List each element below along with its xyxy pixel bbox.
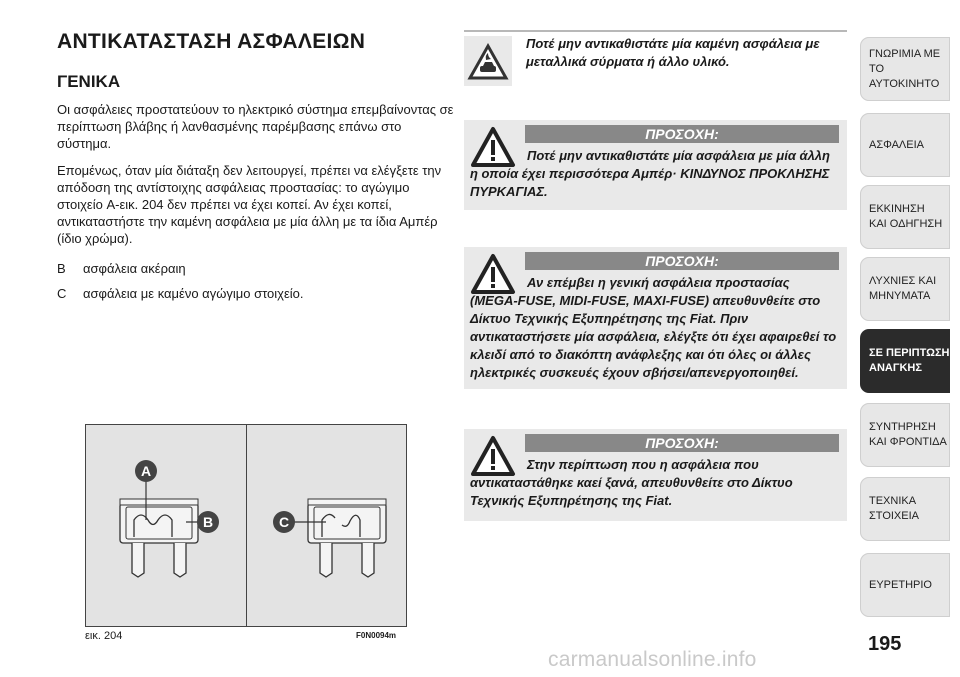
warning-box-3 xyxy=(464,247,847,389)
figure-divider xyxy=(246,425,247,626)
tab-safety[interactable] xyxy=(860,113,950,177)
label-a: A xyxy=(140,463,152,479)
warning-box-2 xyxy=(464,120,847,210)
fuse-figure xyxy=(85,424,407,627)
figure-code: F0N0094m xyxy=(356,631,397,640)
warning-heading: ΠΡΟΣΟΧΗ: xyxy=(525,125,839,143)
warning-text: Ποτέ μην αντικαθιστάτε μία καμένη ασφάλεια με μεταλλικά σύρματα ή άλλο υλικό. xyxy=(526,36,820,69)
legend-letter: C xyxy=(57,286,67,301)
car-fire-icon xyxy=(464,36,512,86)
tab-label: ΛΥΧΝΙΕΣ ΚΑΙ ΜΗΝΥΜΑΤΑ xyxy=(869,275,937,302)
figure-legend xyxy=(57,260,304,310)
tab-label: ΣΥΝΤΗΡΗΣΗ ΚΑΙ ΦΡΟΝΤΙΔΑ xyxy=(869,421,947,448)
tab-warning-lights[interactable] xyxy=(860,257,950,321)
legend-text: ασφάλεια ακέραιη xyxy=(83,261,186,276)
watermark: carmanualsonline.info xyxy=(548,648,757,671)
section-title: ΓΕΝΙΚΑ xyxy=(57,72,121,91)
legend-item xyxy=(57,260,304,277)
tab-label: ΕΚΚΙΝΗΣΗ ΚΑΙ ΟΔΗΓΗΣΗ xyxy=(869,203,943,230)
tab-emergency[interactable] xyxy=(860,329,950,393)
tab-label: ΣΕ ΠΕΡΙΠΤΩΣΗ ΑΝΑΓΚΗΣ xyxy=(869,347,950,374)
label-b: B xyxy=(202,514,214,530)
fuse-blown-icon xyxy=(286,499,386,577)
tab-getting-to-know[interactable] xyxy=(860,37,950,101)
intro-paragraph: Οι ασφάλειες προστατεύουν το ηλεκτρικό σύστημα επεμβαίνοντας σε περίπτωση βλάβης ή λανθασμένης παρέμβασης επάνω στο σύστημα. xyxy=(57,102,454,151)
page-title: ΑΝΤΙΚΑΤΑΣΤΑΣΗ ΑΣΦΑΛΕΙΩΝ xyxy=(57,30,366,53)
warning-text: Αν επέμβει η γενική ασφάλεια προστασίας (MEGA-FUSE, MIDI-FUSE, MAXI-FUSE) απευθυνθείτε στο Δίκτυο Τεχνικής Εξυπηρέτησης της Fiat. Πριν αντικαταστήσετε μία ασφάλεια, ελέγξτε ότι έχει αφαιρεθεί το κλειδί από το διακόπτη ανάφλεξης και ότι όλες οι άλλες ηλεκτρικές συσκευές έχουν σβήσει/απενεργοποιηθεί. xyxy=(470,275,837,380)
tab-index[interactable] xyxy=(860,553,950,617)
tab-label: ΓΝΩΡΙΜΙΑ ΜΕ ΤΟ ΑΥΤΟΚΙΝΗΤΟ xyxy=(869,47,941,90)
fuse-intact-icon xyxy=(120,475,206,577)
instruction-paragraph: Επομένως, όταν μία διάταξη δεν λειτουργεί, πρέπει να ελέγξετε την απόδοση της αντίστοιχης ασφάλειας προστασίας: το αγώγιμο στοιχείο A-εικ. 204 δεν πρέπει να έχει κοπεί. Αν έχει κοπεί, αντικαταστήστε την καμένη ασφάλεια με μία άλλη με τα ίδια Αμπέρ (ίδιο χρώμα). xyxy=(57,163,442,246)
warning-box-4 xyxy=(464,429,847,521)
warning-heading: ΠΡΟΣΟΧΗ: xyxy=(525,434,839,452)
tab-maintenance[interactable] xyxy=(860,403,950,467)
page-number: 195 xyxy=(868,633,902,655)
warning-text: Ποτέ μην αντικαθιστάτε μία ασφάλεια με μία άλλη η οποία έχει περισσότερα Αμπέρ· ΚΙΝΔΥΝΟΣ ΠΡΟΚΛΗΣΗΣ ΠΥΡΚΑΓΙΑΣ. xyxy=(470,148,830,199)
legend-item xyxy=(57,285,304,302)
tab-technical-data[interactable] xyxy=(860,477,950,541)
warning-box-1 xyxy=(464,32,847,84)
figure-caption: εικ. 204 xyxy=(85,630,123,642)
tab-label: ΕΥΡΕΤΗΡΙΟ xyxy=(869,578,932,591)
tab-label: ΑΣΦΑΛΕΙΑ xyxy=(869,138,925,151)
warning-text: Στην περίπτωση που η ασφάλεια που αντικαταστάθηκε καεί ξανά, απευθυνθείτε στο Δίκτυο Τεχνικής Εξυπηρέτησης της Fiat. xyxy=(470,457,793,508)
tab-label: ΤΕΧΝΙΚΑ ΣΤΟΙΧΕΙΑ xyxy=(869,495,919,522)
warning-heading: ΠΡΟΣΟΧΗ: xyxy=(525,252,839,270)
legend-letter: B xyxy=(57,261,66,276)
legend-text: ασφάλεια με καμένο αγώγιμο στοιχείο. xyxy=(83,286,304,301)
label-c: C xyxy=(278,514,290,530)
tab-starting-driving[interactable] xyxy=(860,185,950,249)
